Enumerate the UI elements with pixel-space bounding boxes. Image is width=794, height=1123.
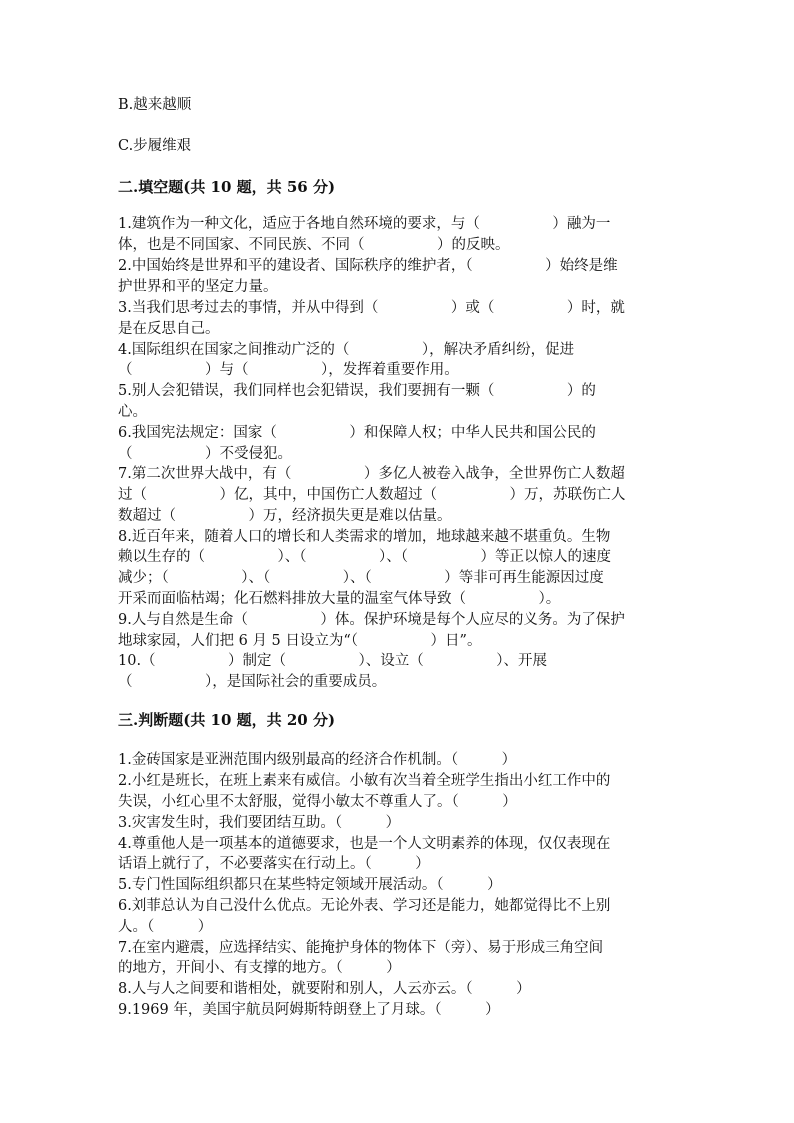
fill-in-line: 护世界和平的坚定力量。 [118,279,278,295]
fill-in-line: 减少；（ ）、（ ）、（ ）等非可再生能源因过度 [118,570,604,586]
judgment-line: 失误，小红心里不太舒服，觉得小敏太不尊重人了。（ ） [118,794,517,810]
judgment-line: 1.金砖国家是亚洲范围内级别最高的经济合作机制。（ ） [118,752,517,768]
fill-in-line: 数超过（ ）万，经济损失更是难以估量。 [118,508,452,524]
section-2-heading: 二.填空题(共 10 题，共 56 分) [118,178,336,196]
fill-in-line: 心。 [118,404,147,420]
fill-in-line: 3.当我们思考过去的事情，并从中得到（ ）或（ ）时，就 [118,300,625,316]
fill-in-line: 1.建筑作为一种文化，适应于各地自然环境的要求，与（ ）融为一 [118,216,611,232]
judgment-line: 2.小红是班长，在班上素来有威信。小敏有次当着全班学生指出小红工作中的 [118,773,611,789]
fill-in-line: （ ），是国际社会的重要成员。 [118,674,387,690]
judgment-line: 人。（ ） [118,919,213,935]
fill-in-line: 地球家园，人们把 6 月 5 日设立为“（ ）日”。 [118,633,482,649]
fill-in-line: 过（ ）亿，其中，中国伤亡人数超过（ ）万，苏联伤亡人 [118,487,626,503]
judgment-line: 话语上就行了，不必要落实在行动上。（ ） [118,856,430,872]
fill-in-line: （ ）不受侵犯。 [118,446,292,462]
judgment-line: 7.在室内避震，应选择结实、能掩护身体的物体下（旁）、易于形成三角空间 [118,940,604,956]
option-c: C.步履维艰 [118,138,192,154]
fill-in-line: 2.中国始终是世界和平的建设者、国际秩序的维护者，（ ）始终是维 [118,258,618,274]
fill-in-line: 7.第二次世界大战中，有（ ）多亿人被卷入战争，全世界伤亡人数超 [118,466,625,482]
fill-in-line: 是在反思自己。 [118,321,220,337]
fill-in-line: 体，也是不同国家、不同民族、不同（ ）的反映。 [118,237,510,253]
fill-in-line: （ ）与（ ），发挥着重要作用。 [118,362,459,378]
fill-in-line: 赖以生存的（ ）、（ ）、（ ）等正以惊人的速度 [118,549,611,565]
judgment-line: 6.刘菲总认为自己没什么优点。无论外表、学习还是能力，她都觉得比不上别 [118,898,611,914]
judgment-line: 4.尊重他人是一项基本的道德要求，也是一个人文明素养的体现，仅仅表现在 [118,836,611,852]
judgment-line: 8.人与人之间要和谐相处，就要附和别人，人云亦云。（ ） [118,981,531,997]
fill-in-line: 4.国际组织在国家之间推动广泛的（ ），解决矛盾纠纷，促进 [118,342,575,358]
fill-in-line: 6.我国宪法规定：国家（ ）和保障人权；中华人民共和国公民的 [118,425,596,441]
section-3-heading: 三.判断题(共 10 题，共 20 分) [118,711,336,729]
option-b: B.越来越顺 [118,97,192,113]
fill-in-line: 8.近百年来，随着人口的增长和人类需求的增加，地球越来越不堪重负。生物 [118,529,611,545]
fill-in-line: 9.人与自然是生命（ ）体。保护环境是每个人应尽的义务。为了保护 [118,612,625,628]
fill-in-line: 10.（ ）制定（ ）、设立（ ）、开展 [118,653,548,669]
judgment-line: 9.1969 年，美国宇航员阿姆斯特朗登上了月球。（ ） [118,1002,500,1018]
judgment-line: 的地方，开间小、有支撑的地方。（ ） [118,960,401,976]
fill-in-line: 5.别人会犯错误，我们同样也会犯错误，我们要拥有一颗（ ）的 [118,383,596,399]
fill-in-line: 开采而面临枯竭；化石燃料排放大量的温室气体导致（ ）。 [118,591,561,607]
judgment-line: 3.灾害发生时，我们要团结互助。（ ） [118,815,401,831]
judgment-line: 5.专门性国际组织都只在某些特定领域开展活动。（ ） [118,877,502,893]
